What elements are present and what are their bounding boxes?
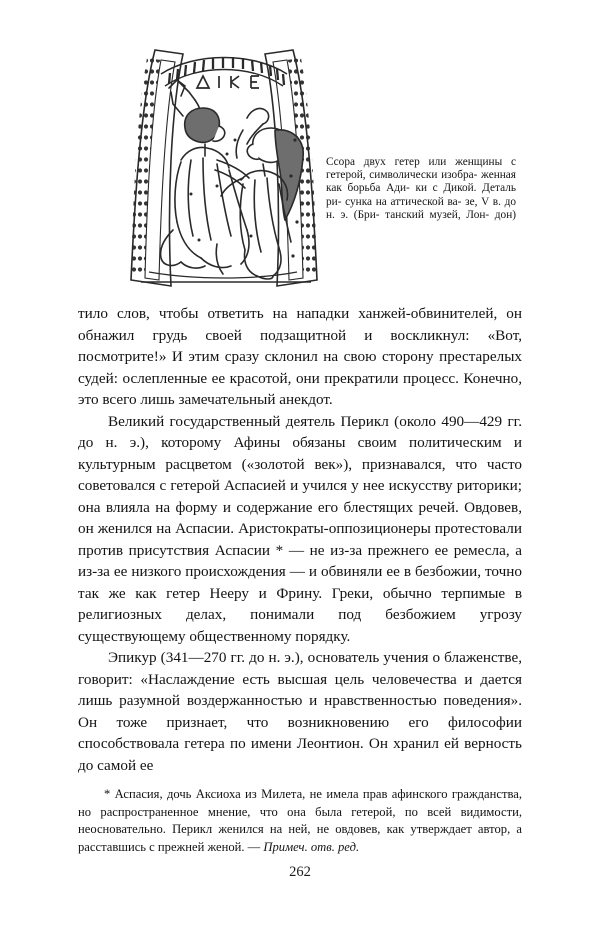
paragraph-perikl: Великий государственный деятель Перикл (около 490—429 гг. до н. э.), которому Афины обязаны своим политическим и культурным расцветом («золотой век»), признавался, что часто советовался с гетерой Аспасией и учился у нее искусству риторики; она влияла на форму и содержание его блестящих речей. Овдовев, он женился на Аспасии. Аристократы-оппозиционеры протестовали против присутствия Аспасии * — не из-за прежнего ее ремесла, а из-за ее низкого происхождения — и обвиняли ее в безбожии, точно так же как гетер Нееру и Фрину. Греки, обычно терпимые в религиозных делах, понимали под безбожием угрозу существующему общественному порядку. [78, 412, 522, 645]
figure-caption-line: символически изобра- [369, 169, 478, 182]
vase-illustration [125, 44, 323, 292]
figure-caption-line: зе, V в. до н. э. (Бри- [326, 195, 516, 221]
figure-caption-line: танский музей, Лон- [385, 208, 490, 221]
page-number: 262 [289, 864, 311, 880]
figure-caption-line: Ссора двух гетер или [326, 156, 447, 168]
figure-caption-line: женная как борьба Ади- [326, 169, 517, 195]
vase-inscription-glyphs [197, 76, 259, 88]
figure-caption-line: женщины с гетерой, [326, 156, 517, 182]
footnote [78, 786, 522, 856]
footnote-attribution: Примеч. отв. ред. [263, 839, 360, 854]
figure-caption-line: дон) [494, 208, 517, 221]
figure-caption [326, 156, 516, 222]
figure-block [78, 44, 522, 292]
paragraph-epikur: Эпикур (341—270 гг. до н. э.), основатель учения о блаженстве, говорит: «Наслаждение есть высшая цель человечества и дается лишь разумной воздержанностью и нравственностью поведения». Он тоже признает, что возникновению его философии способствовала гетера по имени Леонтион. Он хранил ей верность до самой ее [78, 649, 522, 774]
figure-caption-line: сунка на аттической ва- [345, 195, 462, 208]
body-text-column [78, 303, 522, 776]
greek-vase-drawing-svg [125, 44, 323, 292]
figure-caption-line: ки с Дикой. Деталь ри- [326, 182, 517, 208]
paragraph-continuation: тило слов, чтобы ответить на нападки ханжей-обвинителей, он обнажил грудь своей подзащитной и воскликнул: «Вот, посмотрите!» И этим сразу склонил на свою сторону престарелых судей: ослепленные ее красотой, они прекратили процесс. Конечно, это всего лишь замечательный анекдот. [78, 305, 522, 408]
footnote-text: * Аспасия, дочь Аксиоха из Милета, не имела прав афинского гражданства, но распространенное мнение, что она была гетерой, по всей видимости, неосновательно. Перикл женился на ней, не овдовев, как утверждает автор, а расставшись с прежней женой. — [78, 787, 522, 854]
